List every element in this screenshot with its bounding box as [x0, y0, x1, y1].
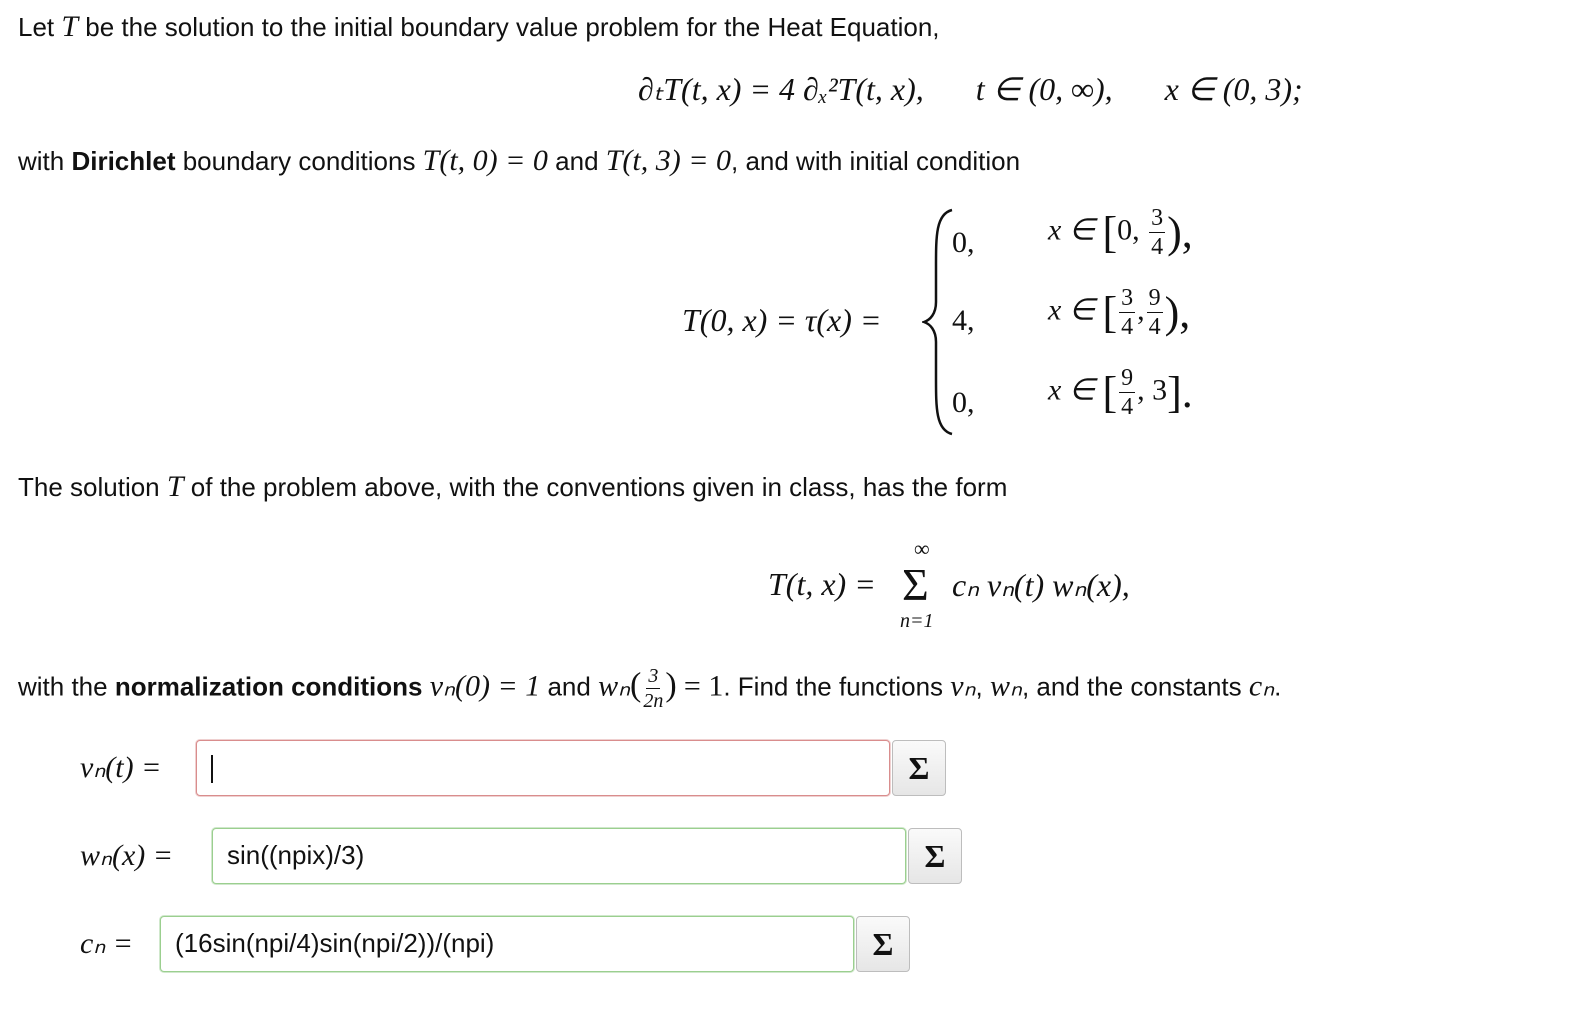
solution-form-text: [18, 470, 1007, 504]
initial-condition-lhs: T(0, x) = τ(x) =: [682, 302, 882, 338]
text: .: [1274, 671, 1282, 702]
v-normalization: vₙ(0) = 1: [429, 669, 541, 703]
heat-equation: [638, 70, 1303, 108]
text: with the: [18, 671, 115, 702]
answer-c-equation-editor-button[interactable]: [856, 916, 910, 972]
series-lhs: T(t, x) =: [768, 566, 876, 602]
boundary-condition-right: T(t, 3) = 0: [605, 144, 731, 177]
interval-start: 0,: [1117, 213, 1140, 247]
summation-icon: Σ: [902, 559, 929, 610]
problem-intro: [18, 10, 940, 44]
normalization-text: with the normalization conditions vₙ(0) = 1 and wₙ( $\frac{3}{2n}$ ) = 1. Find the functions vₙ, wₙ, and the constants cₙ.: [18, 665, 1282, 712]
intro-text: be the solution to the initial boundary value problem for the Heat Equation,: [78, 12, 940, 42]
boundary-conditions-text: [18, 144, 1020, 178]
text: The solution: [18, 472, 167, 502]
series-rhs: cₙ vₙ(t) wₙ(x),: [952, 567, 1130, 603]
sum-lower-limit: n=1: [900, 610, 934, 632]
text: and: [540, 671, 599, 702]
sum-upper-limit: ∞: [914, 536, 930, 561]
fraction-denominator: 4: [1121, 394, 1134, 420]
w-symbol: wₙ: [598, 669, 631, 703]
answer-w-value: sin((npix)/3): [227, 840, 365, 870]
fraction-numerator: 3: [648, 665, 659, 687]
fraction-numerator: 9: [1121, 365, 1134, 391]
fraction: [643, 666, 663, 711]
dirichlet-bold: Dirichlet: [71, 146, 176, 176]
v-symbol: vₙ: [950, 669, 976, 703]
case-3-condition: x ∈ [ $\frac{9}{4}$ , 3].: [1048, 365, 1193, 420]
bracket: [: [1102, 288, 1118, 337]
w-symbol: wₙ: [989, 669, 1022, 703]
symbol-T: T: [166, 470, 184, 503]
c-symbol: cₙ: [1248, 669, 1275, 703]
fraction: [1149, 206, 1165, 259]
answer-v-input[interactable]: [196, 740, 890, 796]
cond-prefix: x ∈: [1048, 293, 1095, 327]
fraction: [1147, 286, 1163, 339]
bracket: [: [1102, 208, 1118, 257]
answer-w-label: wₙ(x) =: [80, 839, 174, 872]
fraction-denominator: 4: [1148, 314, 1161, 340]
text: boundary conditions: [175, 146, 423, 176]
answer-w-equation-editor-button[interactable]: [908, 828, 962, 884]
bracket: ),: [1164, 288, 1191, 337]
cond-prefix: x ∈: [1048, 373, 1095, 407]
symbol-T: T: [61, 10, 79, 43]
cond-prefix: x ∈: [1048, 213, 1095, 247]
w-normalization-value: = 1: [683, 669, 724, 703]
intro-text: Let: [18, 12, 62, 42]
normalization-bold: normalization conditions: [114, 671, 423, 702]
fraction-numerator: 9: [1148, 285, 1161, 311]
bracket: ].: [1167, 368, 1193, 417]
case-1-value: 0,: [952, 226, 975, 259]
text-caret: [211, 755, 213, 783]
fraction-denominator: 2n: [643, 690, 664, 712]
boundary-condition-left: T(t, 0) = 0: [422, 144, 548, 177]
case-2-value: 4,: [952, 304, 975, 337]
answer-c-input[interactable]: [160, 916, 854, 972]
text: , and the constants: [1021, 671, 1249, 702]
heat-equation-time-domain: t ∈ (0, ∞),: [975, 71, 1113, 107]
fraction-numerator: 3: [1121, 285, 1134, 311]
answer-v-equation-editor-button[interactable]: [892, 740, 946, 796]
fraction-numerator: 3: [1151, 205, 1164, 231]
bracket: ),: [1167, 208, 1193, 257]
text: and: [547, 146, 606, 176]
sigma-icon: Σ: [872, 926, 894, 962]
interval-end: 3: [1152, 373, 1168, 407]
heat-equation-main: ∂ₜT(t, x) = 4 ∂ₓ²T(t, x),: [638, 71, 924, 107]
answer-w-input[interactable]: [212, 828, 906, 884]
heat-equation-space-domain: x ∈ (0, 3);: [1164, 71, 1303, 107]
fraction: [1119, 286, 1135, 339]
case-1-condition: [1048, 206, 1193, 259]
text: ,: [975, 671, 990, 702]
answer-v-label: vₙ(t) =: [80, 751, 162, 784]
text: , and with initial condition: [731, 146, 1021, 176]
sigma-icon: Σ: [924, 838, 946, 874]
fraction: [1119, 366, 1135, 419]
case-3-value: 0,: [952, 386, 975, 419]
case-2-condition: x ∈ [ $\frac{3}{4}$ , $\frac{9}{4}$ ),: [1048, 285, 1191, 340]
answer-c-label: cₙ =: [80, 927, 134, 960]
text: . Find the functions: [723, 671, 951, 702]
fraction-denominator: 4: [1151, 234, 1164, 260]
text: of the problem above, with the conventions given in class, has the form: [183, 472, 1008, 502]
text: with: [18, 146, 72, 176]
answer-c-value: (16sin(npi/4)sin(npi/2))/(npi): [175, 928, 495, 958]
bracket: [: [1102, 368, 1118, 417]
fraction-denominator: 4: [1121, 314, 1134, 340]
sigma-icon: Σ: [908, 750, 930, 786]
